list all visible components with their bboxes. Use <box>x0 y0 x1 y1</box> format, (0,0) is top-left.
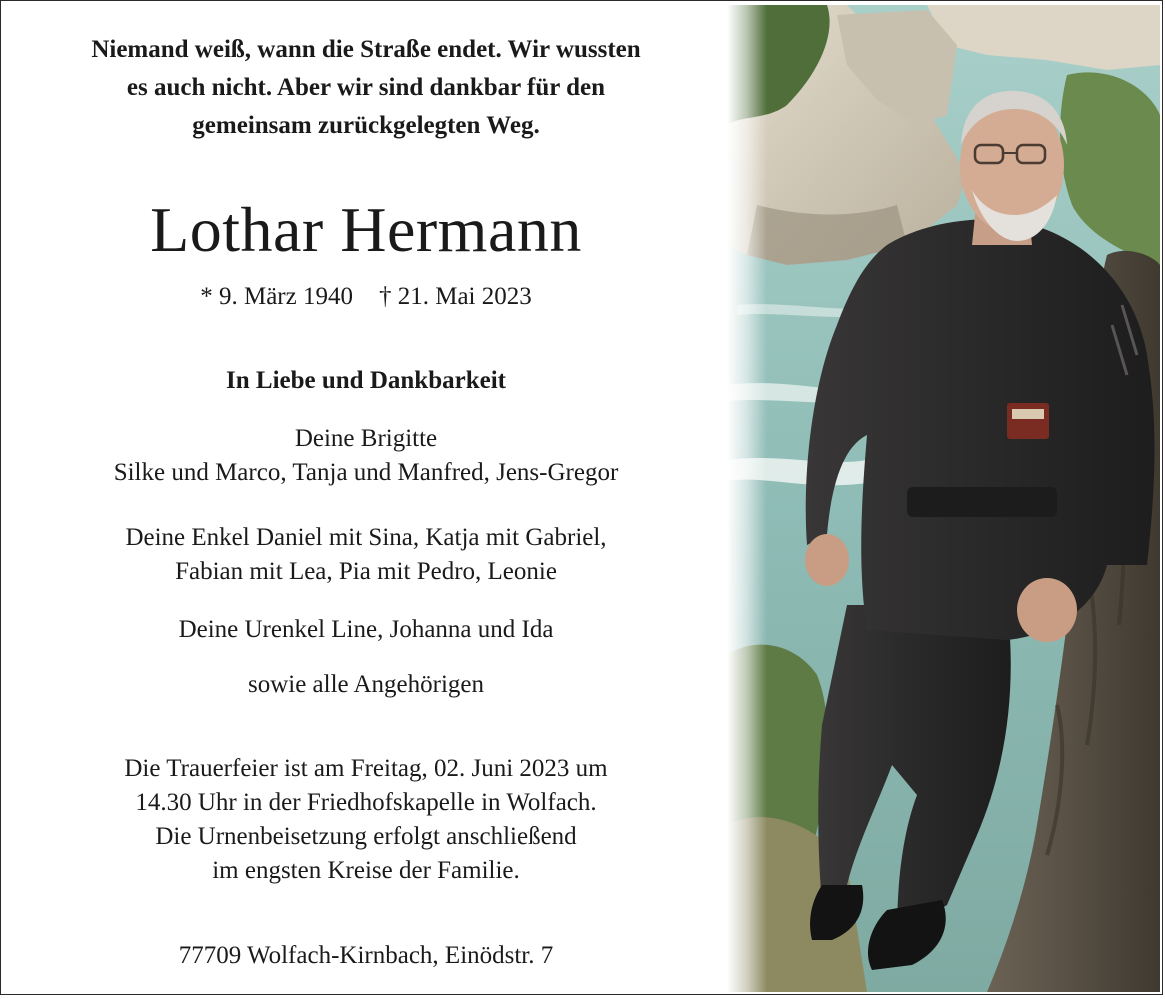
death-date: † 21. Mai 2023 <box>378 283 532 310</box>
great-grandchildren-line: Deine Urenkel Line, Johanna und Ida <box>178 616 554 643</box>
motto-line-1: Niemand weiß, wann die Straße endet. Wir wussten <box>91 36 641 63</box>
ceremony-line-1: Die Trauerfeier ist am Freitag, 02. Juni 2023 um <box>124 755 608 782</box>
children-line: Silke und Marco, Tanja und Manfred, Jens-Gregor <box>113 459 619 486</box>
jacket-badge-inner <box>1012 409 1044 419</box>
motto-line-3: gemeinsam zurückgelegten Weg. <box>192 112 540 139</box>
motto-line-2: es auch nicht. Aber wir sind dankbar für den <box>126 74 606 101</box>
ceremony-line-2: 14.30 Uhr in der Friedhofskapelle in Wolfach. <box>135 789 597 816</box>
family-address: 77709 Wolfach-Kirnbach, Einödstr. 7 <box>178 942 554 969</box>
jacket-badge <box>1007 403 1049 439</box>
portrait-photo <box>727 5 1160 992</box>
text-column <box>1 1 731 995</box>
ceremony-block <box>1 752 731 888</box>
grandchildren-line-2: Fabian mit Lea, Pia mit Pedro, Leonie <box>175 558 557 585</box>
grandchildren-block <box>1 521 731 589</box>
spouse-line: Deine Brigitte <box>294 425 438 452</box>
birth-date: * 9. März 1940 <box>200 283 353 310</box>
relatives-line: sowie alle Angehörigen <box>247 671 485 698</box>
photo-edge-fade <box>727 5 767 992</box>
family-block <box>1 422 731 490</box>
life-dates <box>1 283 731 311</box>
ceremony-line-3: Die Urnenbeisetzung erfolgt anschließend <box>155 823 577 850</box>
portrait-illustration <box>727 5 1160 992</box>
deceased-name: Lothar Hermann <box>150 194 582 265</box>
jacket-belt <box>907 487 1057 517</box>
ceremony-line-4: im engsten Kreise der Familie. <box>212 857 520 884</box>
mourners-heading: In Liebe und Dankbarkeit <box>226 367 506 394</box>
motto-quote <box>1 31 731 145</box>
right-hand <box>1017 578 1077 642</box>
grandchildren-line-1: Deine Enkel Daniel mit Sina, Katja mit Gabriel, <box>125 524 607 551</box>
left-hand <box>805 534 849 586</box>
